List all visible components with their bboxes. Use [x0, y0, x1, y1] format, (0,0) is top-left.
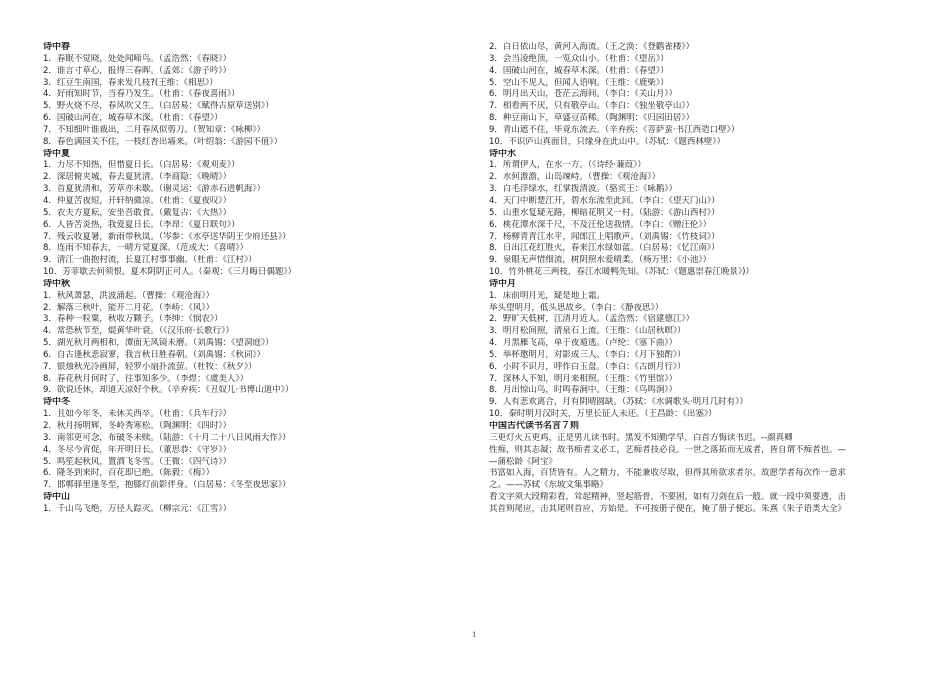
text-line: 7．残云收夏暑，新雨带秋岚。（岑参：《水亭送华阴王少府还县》）: [43, 231, 291, 242]
text-line: 6．明月出天山，苍茫云海间。（李白：《关山月》）: [489, 89, 678, 100]
text-line: 3．首夏犹清和，芳草亦未歇。（谢灵运：《游赤石进帆海》）: [43, 184, 266, 195]
text-line: 4．冬尽今宵促，年开明日长。（董思恭：《守岁》）: [43, 444, 232, 455]
text-line: 9．青山遮不住，毕竟东流去。（辛弃疾：《菩萨蛮·书江西造口壁》）: [489, 124, 740, 135]
text-line: 7．杨柳青青江水平，闻郎江上唱歌声。（刘禹锡：《竹枝词》）: [489, 231, 720, 242]
text-line: 2．秋月扬明辉，冬岭秀寒松。（陶渊明：《四时》）: [43, 421, 232, 431]
text-line: 5．湖光秋月两相和，潭面无风镜未磨。（刘禹锡：《望洞庭》）: [43, 338, 274, 349]
text-line: 看文字须大段精彩看，耸起精神，竖起筋骨，不要困，如有刀剑在后一般。就一段中须要透，击: [489, 492, 847, 503]
text-line: 10．秦时明月汉时关，万里长征人未还。（王昌龄：《出塞》）: [489, 409, 717, 420]
text-line: 4．常恐秋节至，焜黄华叶衰。（《汉乐府·长歌行》）: [43, 326, 234, 337]
section-heading: 诗中水: [489, 148, 517, 159]
text-line: 其首则尾应，击其尾则首应，方始是。不可按册子便在，掩了册子便忘。朱熹《朱子语类大全》: [489, 503, 847, 514]
text-line: 6．人皆苦炎热，我爱夏日长。（李昂：《夏日联句》）: [43, 219, 240, 230]
text-line: 4．好雨知时节，当春乃发生。（杜甫：《春夜喜雨》）: [43, 89, 240, 100]
text-line: 9．人有悲欢离合，月有阴晴圆缺。（苏轼：《水调歌头·明月几时有》）: [489, 397, 748, 408]
text-line: 6．桃花潭水深千尺，不及汪伦送我情。（李白：《赠汪伦》）: [489, 219, 712, 230]
text-line: 6．国破山河在，城春草木深。（杜甫：《春望》）: [43, 113, 223, 124]
text-line: 1．所谓伊人，在水一方。（《诗经·蒹葭》）: [489, 160, 646, 171]
text-line: 9．清江一曲抱村流，长夏江村事事幽。（杜甫：《江村》）: [43, 255, 257, 266]
text-line: 4．国破山河在，城春草木深。（杜甫：《春望》）: [489, 65, 669, 76]
text-line: 7．深林人不知，明月来相照。（王维：《竹里馆》）: [489, 373, 678, 384]
text-line: 1．秋风萧瑟，洪波涌起。（曹操：《观沧海》）: [43, 290, 215, 301]
text-line: 6．自古逢秋悲寂寥，我言秋日胜春朝。（刘禹锡：《秋词》）: [43, 349, 266, 360]
text-line: 4．月黑雁飞高，单于夜遁逃。（卢纶：《塞下曲》）: [489, 338, 678, 349]
text-line: 3．红豆生南国，春来发几枝?(王维：《相思》）: [43, 77, 218, 88]
text-line: 8．春色满园关不住，一枝红杏出墙来。（叶绍翁：《游园不值》）: [43, 136, 283, 147]
text-line: 之。——苏轼《东坡文集事略》: [489, 480, 609, 491]
text-line: 5．山重水复疑无路，柳暗花明又一村。（陆游：《游山西村》）: [489, 207, 720, 218]
text-line: 3．春种一粒粟，秋收万颗子。（李绅：《悯农》）: [43, 314, 223, 325]
text-line: 书富如入海，百货皆有。人之精力，不能兼收尽取，但得其所欲求者尔。故愿学者每次作一意求: [489, 468, 847, 479]
text-line: 7．相看两不厌，只有敬亭山。（李白：《独坐敬亭山》）: [489, 101, 695, 112]
text-line: 3．白毛浮绿水，红掌拨清波。（骆宾王：《咏鹅》）: [489, 184, 678, 195]
section-heading: 诗中秋: [43, 278, 71, 289]
section-heading: 诗中月: [489, 278, 517, 289]
right-column: [489, 42, 929, 516]
text-line: 5．野火烧不尽，春风吹又生。（白居易：《赋得古原草送别》）: [43, 101, 274, 112]
text-line: 6．隆冬到来时，百花即已绝。（陈毅：《梅》）: [43, 468, 215, 479]
text-line: 10．竹外桃花三两枝，春江水暖鸭先知。（苏轼：《题惠崇春江晚景》)）: [489, 267, 754, 278]
text-line: 7．邯郸驿里逢冬至，抱膝灯前影伴身。（白居易：《冬至夜思家》）: [43, 480, 291, 491]
text-line: 3．明月松间照，清泉石上流。（王维：《山居秋暝》）: [489, 326, 686, 337]
text-line: 6．小时不识月，呼作白玉盘。（李白：《古朗月行》）: [489, 361, 686, 372]
text-line: 举头望明月，低头思故乡。（李白：《静夜思》）: [489, 302, 664, 313]
text-line: 2．深居俯夹城，春去夏犹清。（李商隐：《晚晴》）: [43, 172, 232, 183]
text-line: 2．野旷天低树，江清月近人。（孟浩然：《宿建德江》）: [489, 314, 695, 325]
text-line: 性痴，则其志凝；故书痴者文必工，艺痴者技必良。一世之落拓而无成者，皆自谓不痴者也。—: [489, 444, 847, 455]
text-line: 2．水何澹澹，山岛竦峙。（曹操：《观沧海》）: [489, 172, 661, 183]
text-line: 8．日出江花红胜火，春来江水绿如蓝。（白居易：《忆江南》）: [489, 243, 720, 254]
text-line: 4．天门中断楚江开，碧水东流至此回。（李白：《望天门山》）: [489, 195, 720, 206]
page-number: 1: [472, 631, 477, 639]
text-line: 9．泉眼无声惜细流，树阴照水爱晴柔。（杨万里：《小池》）: [489, 255, 712, 266]
text-line: 7．银烛秋光冷画屏，轻罗小扇扑流萤。（杜牧：《秋夕》）: [43, 361, 257, 372]
text-line: 5．农夫方夏耘，安坐吾敢食。（戴复古：《大热》）: [43, 207, 232, 218]
text-line: 8．月出惊山鸟，时鸣春涧中。（王维：《鸟鸣涧》）: [489, 385, 678, 396]
text-line: 1．千山鸟飞绝，万径人踪灭。（柳宗元：《江雪》）: [43, 503, 232, 514]
text-line: 1．且如今年冬，未休关西卒。（杜甫：《兵车行》）: [43, 409, 232, 420]
text-line: 10．不识庐山真面目，只缘身在此山中。（苏轼：《题西林壁》）: [489, 136, 726, 147]
text-line: 1．床前明月光，疑是地上霜。: [489, 290, 605, 301]
section-heading: 诗中夏: [43, 148, 71, 159]
section-heading: 诗中春: [43, 42, 71, 52]
text-line: 7．不知细叶谁裁出，二月春风似剪刀。（贺知章：《咏柳》）: [43, 124, 266, 135]
text-line: 5．鸣笙起秋风，置酒飞冬雪。（王微：《四气诗》）: [43, 456, 232, 467]
text-line: 3．会当凌绝顶，一览众山小。（杜甫：《望岳》）: [489, 53, 669, 64]
section-heading: 诗中冬: [43, 397, 71, 408]
text-line: 2．白日依山尽，黄河入海流。（王之涣：《登鹳雀楼》）: [489, 42, 695, 52]
section-heading: 中国古代读书名言７则: [489, 421, 580, 431]
text-line: 1．力尽不知热，但惜夏日长。（白居易：《观刈麦》）: [43, 160, 240, 171]
text-line: 10．芳菲歇去何须恨，夏木阴阴正可人。（秦观：《三月晦日偶题》）: [43, 267, 297, 278]
text-line: 5．空山不见人，但闻人语响。（王维：《鹿柴》）: [489, 77, 669, 88]
text-line: —蒲松龄《阿宝》: [489, 456, 558, 467]
text-line: 8．种豆南山下，草盛豆苗稀。（陶渊明：《归园田居》）: [489, 113, 695, 124]
text-line: 2．谁言寸草心，报得三春晖。（孟郊：《游子吟》）: [43, 65, 232, 76]
text-line: 9．欲说还休，却道天凉好个秋。（辛弃疾：《丑奴儿·书博山道中》）: [43, 385, 294, 396]
left-column: [43, 42, 473, 516]
section-heading: 诗中山: [43, 492, 71, 503]
text-line: 4．仲夏苦夜短，开轩纳微凉。（杜甫：《夏夜叹》）: [43, 195, 232, 206]
text-line: 8．连雨不知春去，一晴方觉夏深。（范成大：《喜晴》）: [43, 243, 249, 254]
text-line: 2．解落三秋叶，能开二月花。（李峤：《风》）: [43, 302, 215, 313]
text-line: 三更灯火五更鸡，正是男儿读书时。黑发不知勤学早，白首方悔读书迟。--颜真卿: [489, 432, 793, 443]
text-line: 3．南邻更可念，布破冬未赎。（陆游：《十月二十八日风雨大作》）: [43, 432, 291, 443]
text-line: 5．举杯邀明月，对影成三人。（李白：《月下独酌》）: [489, 349, 686, 360]
text-line: 1．春眠不觉晓，处处闻啼鸟。（孟浩然：《春晓》）: [43, 53, 232, 64]
text-line: 8．春花秋月何时了，往事知多少。（李煜：《虞美人》）: [43, 373, 249, 384]
